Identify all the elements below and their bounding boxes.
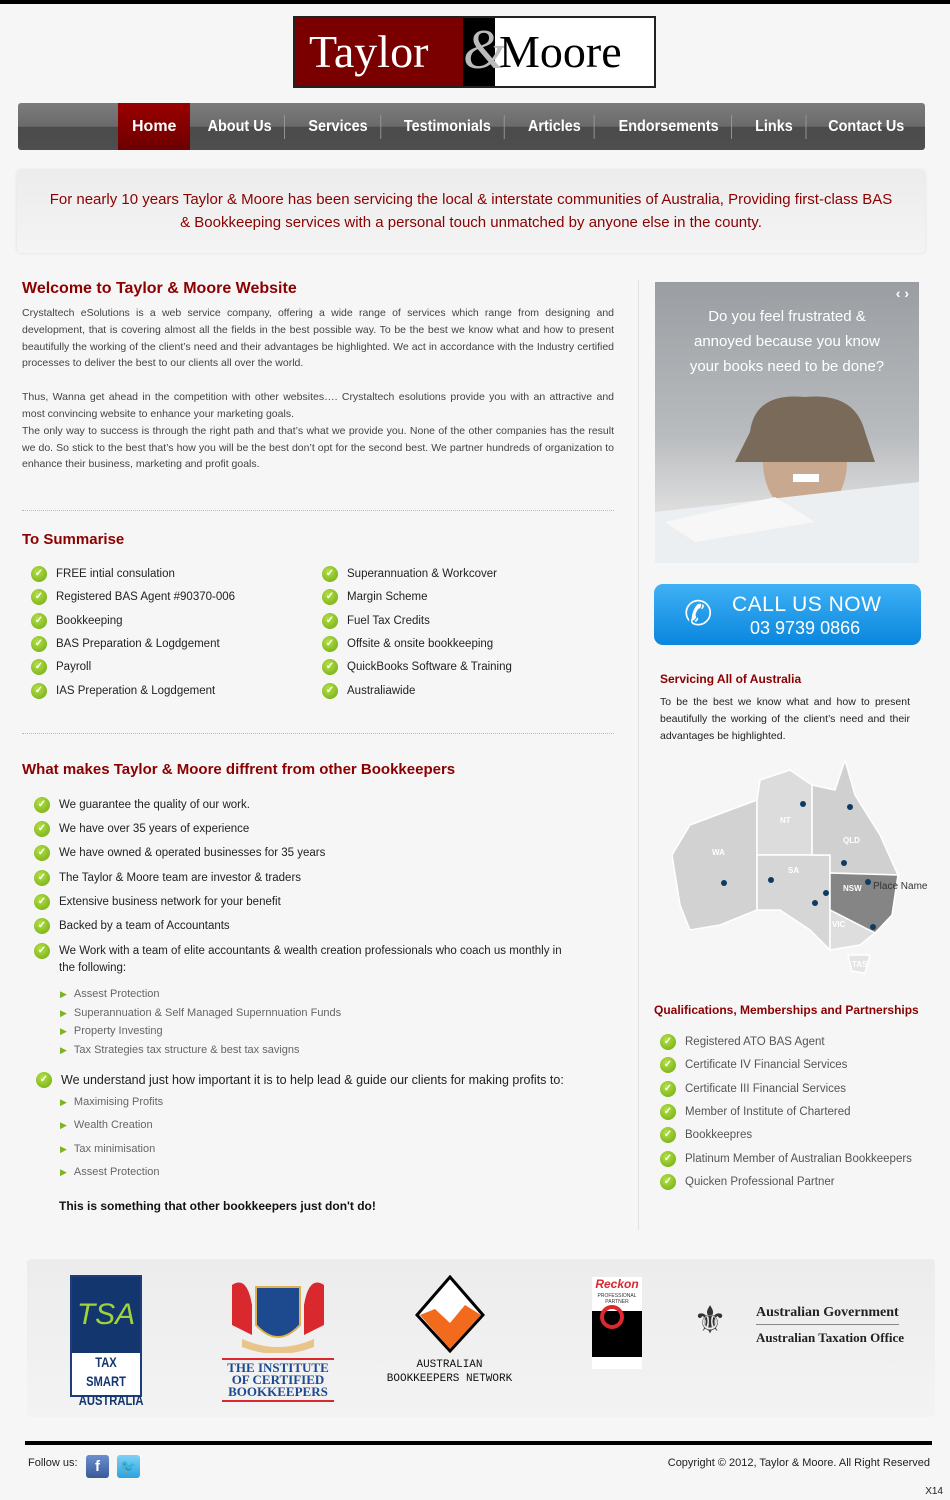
list-item-text: We Work with a team of elite accountants & wealth creation professionals who coach us monthly in (59, 945, 562, 957)
summary-title: To Summarise (22, 531, 125, 548)
list-item-text: Backed by a team of Accountants (59, 920, 230, 932)
call-phone: 03 9739 0866 (750, 618, 861, 638)
abn-text: AUSTRALIAN (416, 1359, 483, 1371)
list-item (34, 943, 562, 977)
nav-endorsements[interactable]: Endorsements (606, 115, 732, 139)
check-icon: ✓ (660, 1081, 676, 1097)
follow-us-label: Follow us: (28, 1457, 78, 1469)
sub-list-item (60, 1044, 300, 1056)
check-icon: ✓ (31, 589, 47, 605)
reckon-subtext: PROFESSIONAL PARTNER (597, 1293, 637, 1305)
list-item (322, 566, 497, 582)
check-icon: ✓ (660, 1127, 676, 1143)
phone-icon: ✆ (684, 595, 713, 633)
divider (22, 510, 614, 511)
servicing-title: Servicing All of Australia (660, 672, 802, 686)
list-item (322, 613, 430, 629)
icb-text: THE INSTITUTE (227, 1360, 329, 1375)
list-item-text: Fuel Tax Credits (347, 614, 430, 627)
list-item (322, 636, 493, 652)
list-item-text: Registered ATO BAS Agent (685, 1036, 825, 1048)
check-icon: ✓ (34, 918, 50, 934)
facebook-icon[interactable]: f (86, 1455, 109, 1478)
list-item-text: the following: (59, 962, 127, 974)
check-icon: ✓ (34, 870, 50, 886)
check-icon: ✓ (34, 797, 50, 813)
nav-about-us[interactable]: About Us (195, 115, 285, 139)
tsa-logo[interactable] (70, 1275, 144, 1408)
list-item-text: Platinum Member of Australian Bookkeepers (685, 1152, 912, 1165)
nav-testimonials[interactable]: Testimonials (392, 115, 505, 139)
check-icon: ✓ (660, 1174, 676, 1190)
nav-contact-us[interactable]: Contact Us (827, 117, 904, 135)
servicing-text: To be the best we know what and how to present beautifully the working of the client’s need and their advantages be highlighted. (660, 696, 910, 742)
sub-list-item (60, 1096, 163, 1108)
nav-services[interactable]: Services (295, 115, 380, 139)
list-item-text: Certificate III Financial Services (685, 1082, 847, 1095)
list-item (34, 845, 325, 861)
check-icon: ✓ (31, 659, 47, 675)
list-item (660, 1174, 835, 1190)
check-icon: ✓ (660, 1034, 676, 1050)
check-icon: ✓ (34, 894, 50, 910)
list-item-text: Australiawide (347, 684, 416, 697)
list-item-text: Offsite & onsite bookkeeping (347, 637, 494, 650)
list-item (31, 566, 175, 582)
check-icon: ✓ (31, 636, 47, 652)
tsa-logo-mark: TSA (72, 1277, 140, 1353)
copyright-text: Copyright © 2012, Taylor & Moore. All Right Reserved (667, 1457, 930, 1469)
map-label-tas: TAS (852, 960, 868, 969)
list-item-text: Superannuation & Workcover (347, 568, 498, 580)
arrow-right-icon: ▶ (60, 1143, 67, 1154)
icb-logo[interactable] (222, 1275, 334, 1403)
check-icon: ✓ (322, 659, 338, 675)
check-icon: ✓ (34, 943, 50, 959)
map-label-nsw: NSW (843, 884, 862, 893)
reckon-text: Reckon (595, 1277, 639, 1291)
check-icon: ✓ (322, 683, 338, 699)
list-item-text: Member of Institute of Chartered (685, 1105, 851, 1118)
list-item-text: Certificate IV Financial Services (685, 1059, 848, 1072)
logo-ampersand: & (463, 18, 495, 86)
map-label-wa: WA (712, 848, 725, 857)
ato-text: Australian Government (756, 1305, 899, 1325)
map-label-qld: QLD (843, 836, 860, 845)
list-item (660, 1151, 912, 1167)
list-item-text: Bookkeeping (56, 614, 123, 627)
twitter-icon[interactable]: 🐦 (117, 1455, 140, 1478)
check-icon: ✓ (660, 1151, 676, 1167)
list-item (34, 821, 249, 837)
list-item (31, 613, 123, 629)
list-item (34, 894, 281, 910)
nav-links[interactable]: Links (742, 115, 806, 139)
list-item (322, 659, 512, 675)
icb-crest-icon (222, 1275, 334, 1353)
list-item (660, 1127, 752, 1143)
arrow-right-icon: ▶ (60, 1120, 67, 1131)
abn-diamond-icon (415, 1275, 485, 1353)
map-state-wa (672, 800, 757, 930)
list-item (31, 589, 235, 605)
sub-list-item-text: Wealth Creation (73, 1119, 153, 1132)
welcome-body (22, 305, 614, 473)
australia-map (660, 755, 950, 980)
icb-text: OF CERTIFIED (231, 1372, 325, 1387)
list-item-text: Extensive business network for your benefit (59, 895, 281, 908)
list-item-text: We guarantee the quality of our work. (59, 799, 250, 811)
abn-logo[interactable] (382, 1275, 517, 1385)
top-bar (0, 0, 950, 4)
sub-list-item-text: Superannuation & Self Managed Supernnuation Funds (73, 1006, 342, 1019)
nav-home[interactable]: Home (118, 103, 190, 150)
check-icon: ✓ (31, 566, 47, 582)
tsa-text: TAX SMART (86, 1354, 126, 1389)
frustrated-person-photo (655, 392, 919, 563)
list-item (322, 683, 415, 699)
map-label-nt: NT (780, 816, 791, 825)
welcome-paragraph: Crystaltech eSolutions is a web service company, offering a wide range of services which range from designing and development, that is covering almost all the fields in the best possible way. To be the best we know what and how to present beautifully the working of the client’s need and their advantages be highlighted. We act in accordance with the Industry certified processes to deliver the best to our clients all over the world. (22, 307, 614, 370)
list-item (660, 1034, 825, 1050)
list-item (660, 1081, 846, 1097)
map-label-sa: SA (788, 866, 800, 875)
hero-image (655, 282, 919, 563)
arrow-right-icon: ▶ (60, 1026, 67, 1037)
sub-list-item (60, 1143, 155, 1155)
welcome-paragraph: Thus, Wanna get ahead in the competition with other websites…. Crystaltech esolutions provide you with an attractive and most convincing website to enhance your marketing goals. (22, 391, 614, 420)
intro-banner (17, 170, 925, 253)
list-item-text: IAS Preperation & Logdgement (56, 684, 216, 697)
arrow-right-icon: ▶ (60, 1166, 67, 1177)
list-item (31, 659, 91, 675)
closing-statement: This is something that other bookkeepers just don't do! (59, 1199, 376, 1213)
hero-text: Do you feel frustrated & annoyed because you know your books need to be done? (689, 308, 885, 375)
list-item (34, 870, 301, 886)
list-item-text: Margin Scheme (347, 591, 428, 604)
map-state-nt (757, 770, 812, 855)
sub-list-item-text: Tax Strategies tax structure & best tax savigns (73, 1044, 300, 1057)
sub-list-item-text: Property Investing (73, 1025, 163, 1038)
list-item-text: Quicken Professional Partner (685, 1175, 835, 1188)
list-item (660, 1057, 847, 1073)
column-divider (638, 280, 639, 1230)
call-label: CALL US NOW (732, 593, 882, 616)
main-nav (18, 103, 925, 150)
tsa-text: AUSTRALIA (78, 1392, 144, 1408)
list-item-text: The Taylor & Moore team are investor & traders (59, 871, 302, 884)
call-us-button[interactable] (654, 584, 921, 645)
list-item-text: Registered BAS Agent #90370-006 (56, 591, 236, 604)
sub-list-item-text: Tax minimisation (73, 1142, 156, 1155)
check-icon: ✓ (322, 613, 338, 629)
divider (22, 733, 614, 734)
sub-list-item-text: Assest Protection (73, 988, 160, 1000)
arrow-right-icon: ▶ (60, 1045, 67, 1056)
list-item-text: We have over 35 years of experience (59, 823, 250, 836)
list-item-text: We have owned & operated businesses for 35 years (59, 847, 326, 860)
arrow-right-icon: ▶ (60, 989, 67, 999)
sub-list-item (60, 1119, 153, 1131)
list-item (31, 636, 220, 652)
welcome-title: Welcome to Taylor & Moore Website (22, 280, 297, 297)
reckon-logo[interactable] (592, 1277, 642, 1369)
check-icon: ✓ (660, 1057, 676, 1073)
check-icon: ✓ (31, 683, 47, 699)
logo-taylor: Taylor (295, 18, 463, 86)
icb-text: BOOKKEEPERS (228, 1384, 328, 1399)
list-item-text: Payroll (56, 661, 92, 674)
arrow-right-icon: ▶ (60, 1007, 67, 1018)
list-item (322, 589, 428, 605)
coat-of-arms-icon: ⚜ (692, 1300, 728, 1342)
check-icon: ✓ (322, 589, 338, 605)
map-label-vic: VIC (832, 920, 846, 929)
check-icon: ✓ (322, 566, 338, 582)
check-icon: ✓ (31, 613, 47, 629)
list-item-text: FREE intial consulation (56, 568, 175, 580)
sub-list-item (60, 1025, 163, 1037)
qualifications-title: Qualifications, Memberships and Partnerships (654, 1003, 919, 1017)
check-icon: ✓ (322, 636, 338, 652)
footer-divider (25, 1441, 932, 1445)
partner-logos (27, 1259, 935, 1417)
check-icon: ✓ (34, 845, 50, 861)
list-item (31, 683, 215, 699)
check-icon: ✓ (660, 1104, 676, 1120)
slider-arrows-icon[interactable]: ‹ › (895, 285, 909, 301)
sub-list-item (60, 1007, 341, 1019)
intro-text: For nearly 10 years Taylor & Moore has been servicing the local & interstate communities of Australia, Providing first-class BAS & Bookkeeping services with a personal touch unmatched by anyone else in the county. (49, 191, 893, 231)
sub-list-item (60, 988, 160, 1000)
list-item (34, 918, 230, 934)
nav-articles[interactable]: Articles (515, 115, 594, 139)
sub-list-item-text: Assest Protection (73, 1165, 160, 1178)
list-item-text: BAS Preparation & Logdgement (56, 637, 220, 650)
map-place-name: Place Name (873, 881, 928, 892)
page-code: X14 (925, 1486, 943, 1497)
different-title: What makes Taylor & Moore diffrent from other Bookkeepers (22, 761, 456, 778)
list-item-text: QuickBooks Software & Training (347, 661, 512, 674)
sub-list-item (60, 1166, 160, 1178)
site-logo[interactable] (293, 16, 656, 88)
list-item-text: Bookkeepres (685, 1129, 753, 1142)
abn-text: BOOKKEEPERS NETWORK (386, 1373, 513, 1385)
logo-moore: Moore (499, 26, 622, 77)
reckon-q-icon (592, 1311, 642, 1357)
sub-list-item-text: Maximising Profits (73, 1096, 164, 1108)
ato-logo[interactable] (672, 1295, 912, 1355)
check-icon: ✓ (34, 821, 50, 837)
ato-text: Australian Taxation Office (756, 1330, 905, 1345)
list-item (34, 797, 250, 813)
welcome-paragraph: The only way to success is through the right path and that’s what we provide you. None of the other companies has the result we do. So stick to the best that’s how you will be the best don’t opt for the second best. We partner hundreds of organization to enhance their business, marketing and profit goals. (22, 424, 614, 471)
check-icon: ✓ (36, 1072, 52, 1088)
list-item-text: We understand just how important it is to help lead & guide our clients for making profits to: (61, 1073, 564, 1087)
list-item (36, 1072, 564, 1088)
arrow-right-icon: ▶ (60, 1097, 67, 1107)
list-item (660, 1104, 851, 1120)
